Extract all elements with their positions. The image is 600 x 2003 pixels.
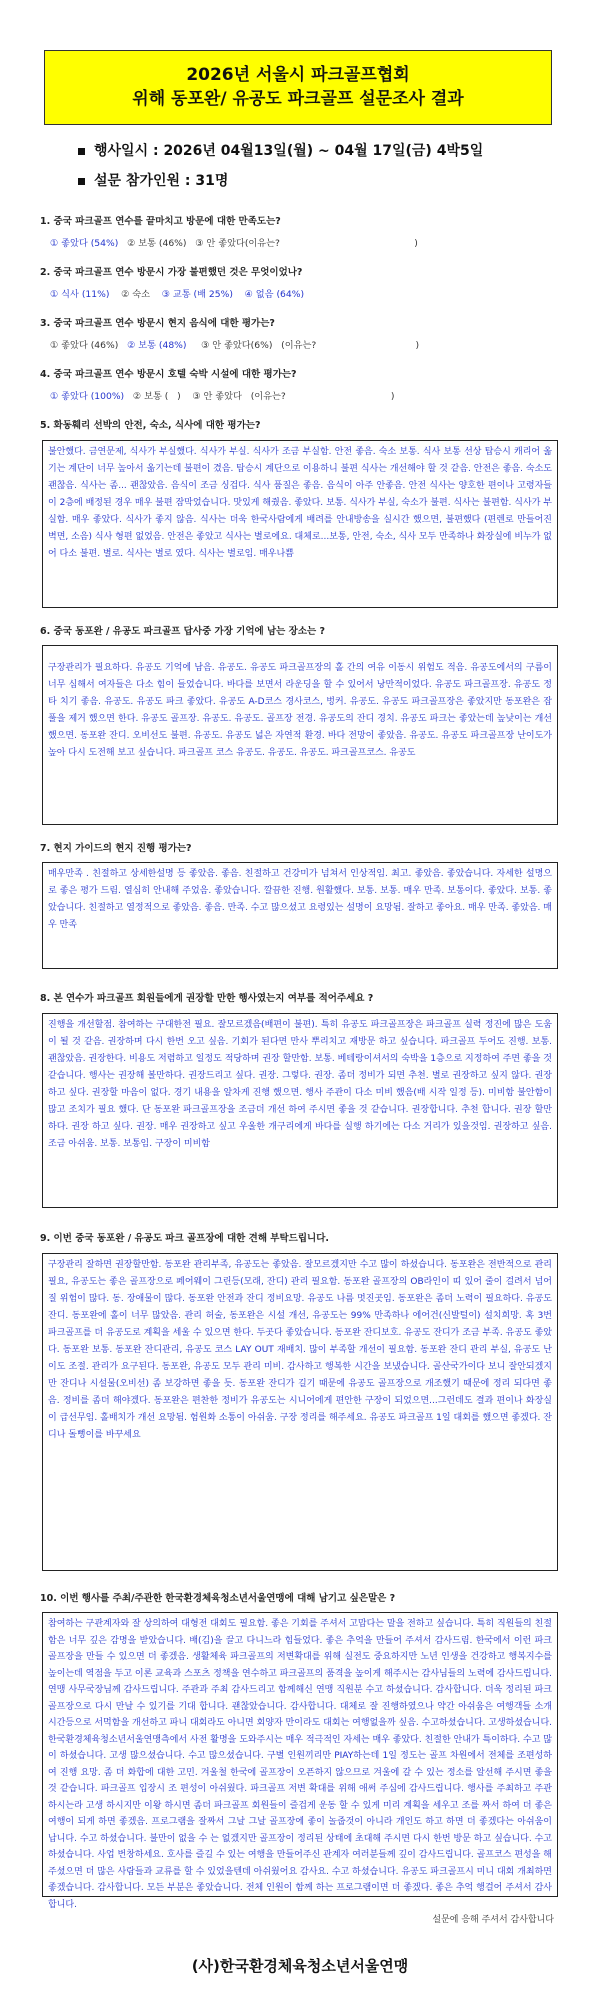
question-1-options [50, 235, 418, 249]
participants-text: 설문 참가인원 : 31명 [94, 173, 229, 189]
question-7: 7. 현지 가이드의 현지 진행 평가는? [40, 843, 192, 854]
thank-you-note: 설문에 응해 주셔서 감사합니다 [432, 1915, 554, 1925]
question-5-answer-box: 불안했다. 금연문제, 식사가 부실했다. 식사가 부실. 식사가 조금 부실함. 안전 좋음. 숙소 보통. 식사 보통 선상 탑승시 캐리어 옮기는 계단이 너무 높아서 옮기는데 불편이 겼음. 탑승시 계단으로 이용하니 불편 식사는 개선해야 할 것 같음. 안전은 좋음. 숙소도 괜찮음. 식사는 좀... 괜찮았음. 음식이 조금 싱겁다. 식사 품질은 좋음. 음식이 아주 안좋음. 안전 식사는 양호한 편이나 고령자들이 2층에 배정된 경우 매우 불편 잠막었습니다. 맛있게 해줬음. 좋았다. 보통. 식사가 부실, 숙소가 불편. 식사는 불편함. 식사가 부실함. 매우 좋았다. 식사가 좋지 않음. 식사는 더욱 한국사람에게 배려를 안내방송을 실시간 했으면, 불편했다 (편렌로 만들어진 벽면, 소음) 식사 형편 없었음. 안전은 좋았고 식사는 별로에요. 대체로...보통, 안전, 숙소, 식사 모두 만족하나 화장실에 비누가 없어 다소 불편. 별로. 식사는 별로 였다. 식사는 별로임. 매우나쁨 [42, 440, 558, 608]
question-6-answer-box: 구장관리가 필요하다. 유공도 기억에 남음. 유공도. 유공도 파크골프장의 홀 간의 여유 이동시 위험도 적음. 유공도에서의 구름이 너무 심해서 여자들은 다소 힘이 들었습니다. 바다를 보면서 라운딩을 할 수 있어서 낭만적이었다. 유공도 파크골프장. 유공도 정타 치기 좋음. 유공도. 유공도 파크 좋았다. 유공도 A-D코스 경사코스, 벙커. 유공도. 유공도 파크골프장은 좋았지만 동포완은 잡풀을 제거 했으면 한다. 유공도 골프장. 유공도. 유공도. 골프장 전경. 유공도의 잔디 경치. 유공도 파크는 좋았는데 높낮이는 개선 했으면. 동포완 잔디. 오비선도 불편. 유공도. 유공도 넓은 자연적 환경. 바다 전망이 좋았음. 유공도. 유공도 파크골프장 난이도가 높아 다시 도전해 보고 싶습니다. 파크골프 코스 유공도. 유공도. 유공도. 파크골프코스. 유공도 [42, 645, 558, 825]
q2-option-4: ④ 없음 (64%) [244, 289, 305, 300]
q3-option-2: ② 보통 (48%) [127, 340, 187, 351]
question-9: 9. 이번 중국 동포완 / 유공도 파크 골프장에 대한 견해 부탁드립니다. [40, 1233, 329, 1244]
q1-option-3: ③ 안 좋았다(이유는? ) [195, 238, 418, 249]
q2-option-3: ③ 교통 (배 25%) [161, 289, 233, 300]
event-period-text: 행사일시 : 2026년 04월13일(월) ~ 04월 17일(금) 4박5일 [94, 143, 484, 159]
question-10-answer-box: 참여하는 구관계자와 잘 상의하여 대형전 대회도 필요함. 좋은 기회를 주셔서 고맙다는 말을 전하고 싶습니다. 특히 직원들의 친절함은 너무 깊은 감명을 받았습니다. 배(김)을 끌고 다니느라 힘들었다. 좋은 추억을 만들어 주셔서 감사드림. 한국에서 이런 파크골프장을 만들 수 있으면 더 좋겠음. 생활체육 파크골프의 저변확대를 위해 실전도 중요하지만 노년 인생을 건강하고 행복지수를 높이는데 역점을 두고 이론 교육과 스포츠 정책을 연수하고 파크골프의 품격을 높이게 해주시는 감사님들의 노력에 감사드립니다. 연맹 사무국장님께 감사드립니다. 주관과 주최 감사드리고 함께해신 연맹 직원분 수고 하셨습니다. 감사합니다. 더욱 정리된 파크골프장으로 다시 만날 수 있기를 기대 합니다. 괜찮았습니다. 감사합니다. 대체로 잘 진행하였으나 약간 아쉬움은 여행객들 소개 시간등으로 서먹함을 개선하고 파니 대회라도 아니면 회양자 만이라도 대회는 여행없을까 싶음. 수고하셨습니다. 고생하셨습니다. 한국환경체육청소년서울연맹측에서 사전 활명을 도와주시는 매우 적극적인 자세는 매우 좋았다. 친절한 안내가 특이하다. 수고 많이 하셨습니다. 고생 많으셨습니다. 수고 많으셨습니다. 구별 인원끼리만 PIAY하는데 1일 정도는 골프 차원에서 전체를 조편성하여 진행 요망. 좀 더 화합에 대한 고민. 겨울철 한국에 골프장이 오픈하지 않으므로 겨울에 갈 수 있는 정소를 알선해 주시면 좋을 것 같습니다. 파크골프 입장시 조 편성이 아쉬웠다. 파크골프 저변 확대를 위해 애써 주심에 감사드립니다. 행사를 주최하고 주관 하시는라 고생 하시지만 이왕 하시면 좀더 파크골프 회원들이 즐겁게 운동 할 수 있게 미리 계획을 세우고 조를 짜서 하여 더 좋은 여행이 되게 하면 좋겠음. 프로그램을 잘짜서 그날 그날 골프장에 좋이 놀줍것이 아니라 개인도 하고 하면 더 좋겠다는 아쉬움이 납니다. 수고 하셨습니다. 불만이 없을 수 는 없겠지만 골프장이 정리된 상태에 초대해 주시면 다시 한번 방문 하고 싶습니다. 수고 하셨습니다. 사업 번창하세요. 호사를 즐길 수 있는 여행을 만들어주신 관계자 여러분들께 깊이 감사드립니다. 골프코스 편성을 해주셨으면 더 많은 사람들과 교류를 할 수 있었을텐데 아쉬웠어요 감사요. 수고 하셨습니다. 유공도 파크골프시 미니 대회 개최하면 좋겠습니다. 감사합니다. 모든 부분은 좋았습니다. 전체 인원이 함께 하는 프로그램이면 더 좋겠다. 좋은 추억 행걸어 주셔서 감사합니다. [42, 1612, 558, 1897]
question-8-answer-box: 진행을 개선할점. 참여하는 구대한전 필요. 잘모르겠음(배편이 불편). 특히 유공도 파크골프장은 파크골프 실력 정진에 많은 도움이 될 것 같음. 권장하며 다시 한번 오고 싶음. 기회가 된다면 만사 뿌리치고 재방문 하고 싶습니다. 파크골프 두어도 진행. 보통. 괜찮았음. 권장한다. 비용도 저렴하고 일정도 적당하며 권장 할만함. 보통. 베테랑이셔서의 숙박을 1층으로 지정하여 주면 좋을 것 같습니다. 행사는 권장해 볼만하다. 권장드리고 싶다. 권장. 그렇다. 권장. 좀더 정비가 되면 추천. 별로 권장하고 싶지 않다. 권장하고 싶다. 권장할 마음이 없다. 경기 내용을 알차게 진행 했으면. 행사 주관이 다소 미비 했음(배 시작 일정 등). 미비함 불안함이 많고 조치가 필요 했다. 단 동포완 파크골프장을 조금더 개선 하여 주시면 좋을 것 같습니다. 권장합니다. 추천 합니다. 권장 할만하다. 권장 하고 싶다. 권장. 매우 권장하고 싶고 우울한 개구리에게 바다를 실행 하기에는 다소 거리가 있을것임. 권장하고 싶음. 조금 아쉬움. 보통. 보통임. 구장이 미비함 [42, 1013, 558, 1208]
q3-option-3: ③ 안 좋았다(6%) (이유는? ) [201, 340, 420, 351]
question-4-options [50, 388, 395, 402]
question-1: 1. 중국 파크골프 연수를 끝마치고 방문에 대한 만족도는? [40, 216, 281, 227]
question-4: 4. 중국 파크골프 연수 방문시 호텔 숙박 시설에 대한 평가는? [40, 369, 297, 380]
q4-option-2: ② 보통 ( ) [132, 391, 181, 402]
question-2: 2. 중국 파크골프 연수 방문시 가장 불편했던 것은 무엇이었나? [40, 267, 303, 278]
q4-option-3: ③ 안 좋았다 (이유는? ) [192, 391, 395, 402]
participants [78, 170, 228, 190]
q3-option-1: ① 좋았다 (46%) [50, 340, 119, 351]
title-line-2: 위해 동포완/ 유공도 파크골프 설문조사 결과 [132, 89, 464, 109]
question-8: 8. 본 연수가 파크골프 회원들에게 권장할 만한 행사였는지 여부를 적어주세요 ? [40, 993, 374, 1004]
question-3-options [50, 337, 419, 351]
question-5: 5. 화동훼리 선박의 안전, 숙소, 식사에 대한 평가는? [40, 420, 261, 431]
q2-option-2: ② 숙소 [121, 289, 151, 300]
q1-option-2: ② 보통 (46%) [127, 238, 187, 249]
bullet-square-icon [78, 148, 85, 155]
organization-name: (사)한국환경체육청소년서울연맹 [191, 1957, 409, 1975]
question-9-answer-box: 구장관리 잘하면 권장할만함. 동포완 관리부족, 유공도는 좋았음. 잘모르겠지만 수고 많이 하셨습니다. 동포완은 전반적으로 관리 필요, 유공도는 좋은 골프장으로 페어웨이 그린등(모래, 잔디) 관리 필요함. 동포완 골프장의 OB라인이 띠 있어 줄이 걸려서 넘어질 위험이 많다. 동. 장애물이 많다. 동포완 안전과 잔디 정비요망. 유공도 나름 멋진곳임. 동포완은 좀더 노력이 필요하다. 유공도 잔디. 동포완에 홀이 너무 많았음. 관리 허술, 동포완은 시설 개선, 유공도는 99% 만족하나 에어건(신발털이) 설치희망. 혹 3번 파크골프를 더 유공도로 계획을 세울 수 있으면 한다. 두곳다 좋았습니다. 동포완 잔디보호. 유공도 잔디가 조금 부족. 유공도 좋았다. 동포완 보통. 동포완 잔디관리, 유공도 코스 LAY OUT 재배치. 많이 부족할 개선이 필요함. 동포완 잔디 관리 부실, 유공도 난이도 조절. 관리가 요구된다. 동포완, 유공도 모두 관리 미비. 감사하고 행복한 시간을 보냈습니다. 골산국가이다 보니 잘안되겠지만 잔디나 시설물(오비선) 좀 보강하면 좋을 듯. 동포완 잔디가 길기 때문에 유공도 골프장으로 개조했기 때문에 정리 되다면 좋음. 정비를 좀더 해야겠다. 동포완은 편찬한 정비가 유공도는 시니어에게 편안한 구장이 되었으면...그런데도 결과 편이나 화장실이 급선무임. 홀배치가 개선 요망됨. 험원화 소통이 아쉬움. 구장 정리를 해주세요. 유공도 파크골프 1일 대회를 했으면 좋겠다. 잔디나 돌뻥이를 바꾸세요 [42, 1253, 558, 1571]
event-period [78, 140, 483, 160]
question-7-answer-box: 매우만족 . 친절하고 상세한설명 등 좋았음. 좋음. 친절하고 건강미가 넘쳐서 인상적임. 최고. 좋았음. 좋았습니다. 자세한 설명으로 좋은 평가 드림. 열심히 안내해 주었음. 좋았습니다. 깔끔한 진행. 원활했다. 보통. 보통. 매우 만족. 보통이다. 좋았다. 보통. 좋았습니다. 친절하고 열정적으로 좋았음. 좋음. 만족. 수고 많으셨고 요령있는 설명이 요망됨. 잘하고 좋아요. 매우 만족. 좋았음. 매우 만족 [42, 862, 558, 969]
q4-option-1: ① 좋았다 (100%) [50, 391, 125, 402]
question-10: 10. 이번 행사를 주최/주관한 한국환경체육청소년서울연맹에 대해 남기고 싶은말은 ? [40, 1593, 396, 1604]
q1-option-1: ① 좋았다 (54%) [50, 238, 119, 249]
bullet-square-icon [78, 178, 85, 185]
title-banner [44, 50, 552, 125]
question-6: 6. 중국 동포완 / 유공도 파크골프 답사중 가장 기억에 남는 장소는 ? [40, 626, 326, 637]
question-2-options [50, 286, 304, 300]
title-line-1: 2026년 서울시 파크골프협회 [186, 65, 410, 85]
q2-option-1: ① 식사 (11%) [50, 289, 110, 300]
question-3: 3. 중국 파크골프 연수 방문시 현지 음식에 대한 평가는? [40, 318, 275, 329]
